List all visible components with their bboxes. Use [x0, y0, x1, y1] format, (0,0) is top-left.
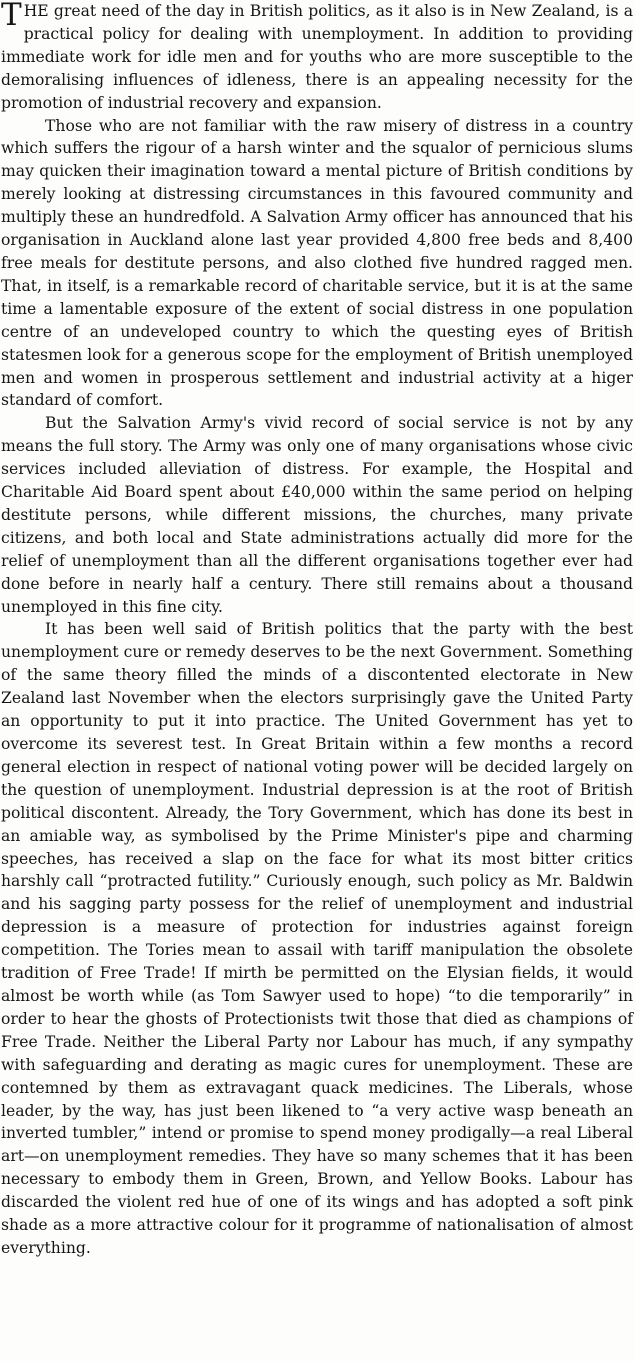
article-paragraph-4: It has been well said of British politics that the party with the best unemployment cure or remedy deserves to be the next Government. Something of the same theory filled the minds of a discontented electorate in New Zealand last November when the electors surprisingly gave the United Party an opportunity to put it into practice. The United Government has yet to overcome its severest test. In Great Britain within a few months a record general election in respect of national voting power will be decided largely on the question of unemployment. Industrial depression is at the root of British political discontent. Already, the Tory Government, which has done its best in an amiable way, as symbolised by the Prime Minister's pipe and charming speeches, has received a slap on the face for what its most bitter critics harshly call “protracted futility.” Curiously enough, such policy as Mr. Baldwin and his sagging party possess for the relief of unemployment and industrial depression is a measure of protection for industries against foreign competition. The Tories mean to assail with tariff manipulation the obsolete tradition of Free Trade! If mirth be permitted on the Elysian fields, it would almost be worth while (as Tom Sawyer used to hope) “to die temporarily” in order to hear the ghosts of Protectionists twit those that died as champions of Free Trade. Neither the Liberal Party nor Labour has much, if any sympathy with safeguarding and derating as magic cures for unemployment. These are contemned by them as extravagant quack medicines. The Liberals, whose leader, by the way, has just been likened to “a very active wasp beneath an inverted tumbler,” intend or promise to spend money prodigally—a real Liberal art—on unemployment remedies. They have so many schemes that it has been necessary to embody them in Green, Brown, and Yellow Books. Labour has discarded the violent red hue of one of its wings and has adopted a soft pink shade as a more attractive colour for it programme of nationalisation of almost everything. [1, 620, 633, 1257]
drop-cap: T [1, 0, 22, 33]
article-paragraph-1 [1, 0, 633, 115]
article-paragraph-3: But the Salvation Army's vivid record of social service is not by any means the full story. The Army was only one of many organisations whose civic services included alleviation of distress. For example, the Hospital and Charitable Aid Board spent about £40,000 within the same period on helping destitute persons, while different missions, the churches, many private citizens, and both local and State administrations actually did more for the relief of unemployment than all the different organisations together ever had done before in nearly half a century. There still remains about a thousand unemployed in this fine city. [1, 414, 633, 616]
article-paragraph-2: Those who are not familiar with the raw misery of distress in a country which suffers the rigour of a harsh winter and the squalor of pernicious slums may quicken their imagination toward a mental picture of British conditions by merely looking at distressing circumstances in this favoured community and multiply these an hundredfold. A Salvation Army officer has announced that his organisation in Auckland alone last year provided 4,800 free beds and 8,400 free meals for destitute persons, and also clothed five hundred ragged men. That, in itself, is a remarkable record of charitable service, but it is at the same time a lamentable exposure of the extent of social distress in one population centre of an undeveloped country to which the questing eyes of British statesmen look for a generous scope for the employment of British unemployed men and women in prosperous settlement and industrial activity at a higer standard of comfort. [1, 116, 633, 410]
paragraph-1-text: HE great need of the day in British politics, as it also is in New Zealand, is a practical policy for dealing with unemployment. In addition to providing immediate work for idle men and for youths who are more susceptible to the demoralising influences of idleness, there is an appealing necessity for the promotion of industrial recovery and expansion. [1, 2, 633, 112]
